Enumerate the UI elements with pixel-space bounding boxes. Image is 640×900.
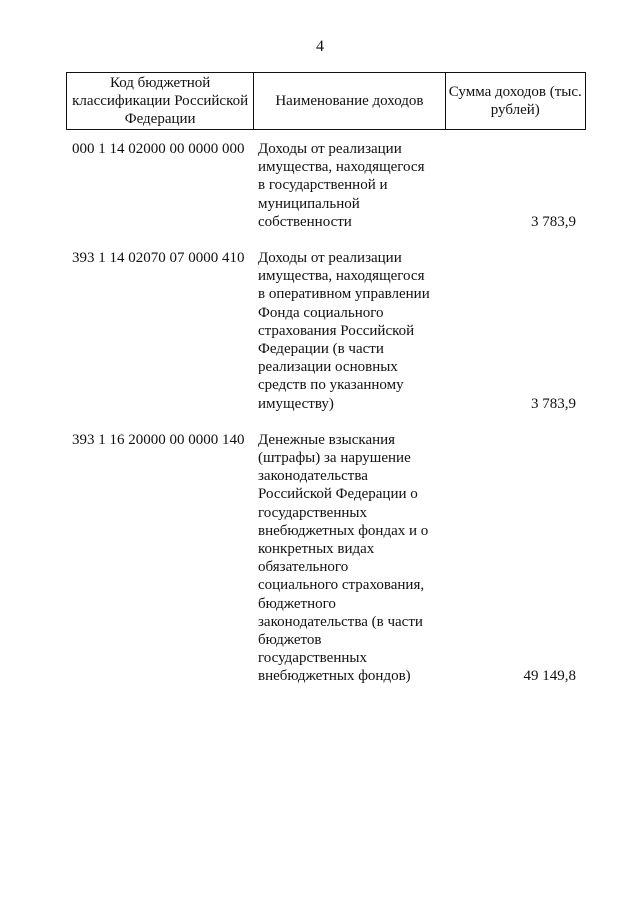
income-name-line: муниципальной bbox=[258, 195, 360, 212]
table-row bbox=[72, 140, 586, 231]
income-name-line: имущества, находящегося bbox=[258, 159, 425, 176]
income-name-line: страхования Российской bbox=[258, 322, 415, 339]
header-code-column: Код бюджетной классификации Российской Федерации bbox=[67, 73, 254, 129]
income-name-line: законодательства (в части bbox=[258, 613, 423, 630]
table-header bbox=[66, 72, 586, 130]
income-name-line: обязательного bbox=[258, 559, 349, 576]
budget-code: 000 1 14 02000 00 0000 000 bbox=[72, 141, 245, 157]
income-name-line: государственных bbox=[258, 504, 367, 521]
income-name-line: Российской Федерации о bbox=[258, 486, 418, 503]
budget-code: 393 1 14 02070 07 0000 410 bbox=[72, 250, 245, 267]
income-name-line: внебюджетных фондов) bbox=[258, 668, 411, 685]
table-row bbox=[72, 249, 586, 413]
income-name bbox=[258, 249, 444, 413]
header-sum-column: Сумма доходов (тыс. рублей) bbox=[448, 84, 582, 118]
income-name bbox=[258, 431, 444, 686]
income-name-line: имуществу) bbox=[258, 395, 334, 412]
income-name-line: государственных bbox=[258, 650, 367, 667]
income-name-line: реализации основных bbox=[258, 359, 398, 376]
income-name-line: Доходы от реализации bbox=[258, 141, 402, 157]
income-name-line: бюджетного bbox=[258, 595, 336, 612]
budget-code: 393 1 16 20000 00 0000 140 bbox=[72, 431, 245, 448]
income-name-line: в государственной и bbox=[258, 177, 388, 194]
income-name-line: средств по указанному bbox=[258, 377, 404, 394]
income-name-line: Доходы от реализации bbox=[258, 250, 402, 267]
header-name-column: Наименование доходов bbox=[254, 73, 445, 129]
income-name-line: конкретных видах bbox=[258, 541, 375, 558]
table-row bbox=[72, 431, 586, 686]
income-table-body bbox=[72, 140, 586, 704]
income-sum bbox=[444, 431, 586, 686]
page-number: 4 bbox=[316, 38, 324, 55]
income-sum-value: 49 149,8 bbox=[523, 668, 576, 685]
income-name-line: (штрафы) за нарушение bbox=[258, 450, 411, 467]
income-name-line: социального страхования, bbox=[258, 577, 425, 594]
income-name bbox=[258, 140, 444, 231]
income-name-line: законодательства bbox=[258, 468, 368, 485]
income-name-line: собственности bbox=[258, 213, 352, 230]
income-sum-value: 3 783,9 bbox=[531, 395, 576, 412]
income-sum bbox=[444, 140, 586, 231]
income-sum-value: 3 783,9 bbox=[531, 213, 576, 230]
income-name-line: имущества, находящегося bbox=[258, 268, 425, 285]
income-name-line: Фонда социального bbox=[258, 304, 384, 321]
income-name-line: бюджетов bbox=[258, 632, 322, 649]
income-name-line: Федерации (в части bbox=[258, 341, 384, 358]
income-sum bbox=[444, 249, 586, 413]
income-name-line: внебюджетных фондах и о bbox=[258, 522, 429, 539]
income-name-line: Денежные взыскания bbox=[258, 431, 396, 448]
income-name-line: в оперативном управлении bbox=[258, 286, 430, 303]
